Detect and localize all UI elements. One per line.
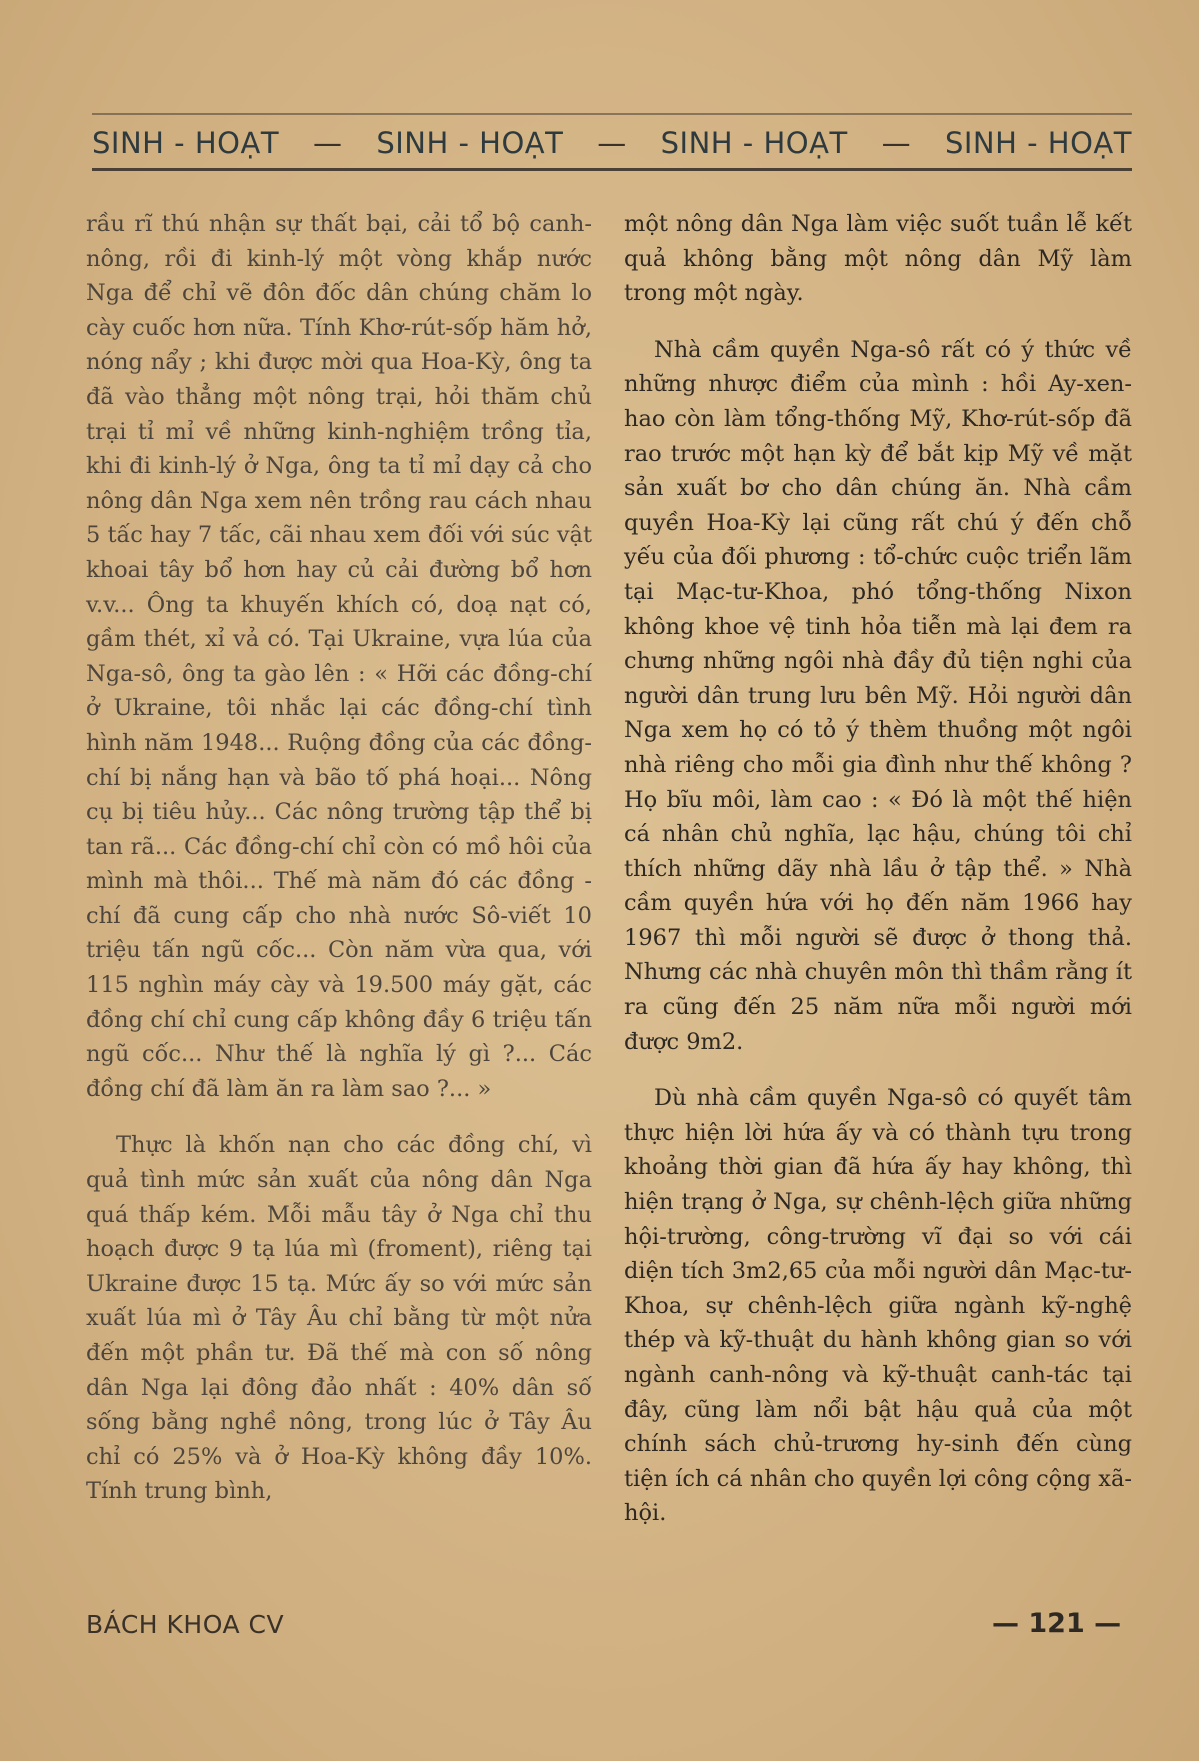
left-column (86, 207, 592, 1531)
header-top-rule (92, 113, 1132, 115)
header-section-1: SINH - HOẠT (92, 126, 280, 160)
header-section-2: SINH - HOẠT (376, 126, 564, 160)
header-separator: — (312, 126, 343, 160)
right-paragraph-3: Dù nhà cầm quyền Nga-sô có quyết tâm thực hiện lời hứa ấy và có thành tựu trong khoảng thời gian đã hứa ấy hay không, thì hiện trạng ở Nga, sự chênh-lệch giữa những hội-trường, công-trường vĩ đại so với cái diện tích 3m2,65 của mỗi người dân Mạc-tư-Khoa, sự chênh-lệch giữa ngành kỹ-nghệ thép và kỹ-thuật du hành không gian so với ngành canh-nông và kỹ-thuật canh-tác tại đây, cũng làm nổi bật hậu quả của một chính sách chủ-trương hy-sinh đến cùng tiện ích cá nhân cho quyền lợi công cộng xã-hội. (624, 1085, 1132, 1527)
left-paragraph-1: rầu rĩ thú nhận sự thất bại, cải tổ bộ canh-nông, rồi đi kinh-lý một vòng khắp nước Nga để chỉ vẽ đôn đốc dân chúng chăm lo cày cuốc hơn nữa. Tính Khơ-rút-sốp hăm hở, nóng nẩy ; khi được mời qua Hoa-Kỳ, ông ta đã vào thẳng một nông trại, hỏi thăm chủ trại tỉ mỉ về những kinh-nghiệm trồng tỉa, khi đi kinh-lý ở Nga, ông ta tỉ mỉ dạy cả cho nông dân Nga xem nên trồng rau cách nhau 5 tấc hay 7 tấc, cãi nhau xem đối với súc vật khoai tây bổ hơn hay củ cải đường bổ hơn v.v... Ông ta khuyến khích có, doạ nạt có, gầm thét, xỉ vả có. Tại Ukraine, vựa lúa của Nga-sô, ông ta gào lên : « Hỡi các đồng-chí ở Ukraine, tôi nhắc lại các đồng-chí tình hình năm 1948... Ruộng đồng của các đồng-chí bị nắng hạn và bão tố phá hoại... Nông cụ bị tiêu hủy... Các nông trường tập thể bị tan rã... Các đồng-chí chỉ còn có mồ hôi của mình mà thôi... Thế mà năm đó các đồng - chí đã cung cấp cho nhà nước Sô-viết 10 triệu tấn ngũ cốc... Còn năm vừa qua, với 115 nghìn máy cày và 19.500 máy gặt, các đồng chí chỉ cung cấp không đầy 6 triệu tấn ngũ cốc... Như thế là nghĩa lý gì ?... Các đồng chí đã làm ăn ra làm sao ?... » (86, 211, 592, 1102)
right-paragraph-2: Nhà cầm quyền Nga-sô rất có ý thức về những nhược điểm của mình : hồi Ay-xen-hao còn làm tổng-thống Mỹ, Khơ-rút-sốp đã rao trước một hạn kỳ để bắt kịp Mỹ về mặt sản xuất bơ cho dân chúng ăn. Nhà cầm quyền Hoa-Kỳ lại cũng rất chú ý đến chỗ yếu của đối phương : tổ-chức cuộc triển lãm tại Mạc-tư-Khoa, phó tổng-thống Nixon không khoe vệ tinh hỏa tiễn mà lại đem ra chưng những ngôi nhà đầy đủ tiện nghi của người dân trung lưu bên Mỹ. Hỏi người dân Nga xem họ có tỏ ý thèm thuồng một ngôi nhà riêng cho mỗi gia đình như thế không ? Họ bĩu môi, làm cao : « Đó là một thế hiện cá nhân chủ nghĩa, lạc hậu, chúng tôi chỉ thích những dãy nhà lầu ở tập thể. » Nhà cầm quyền hứa với họ đến năm 1966 hay 1967 thì mỗi người sẽ được ở thong thả. Nhưng các nhà chuyên môn thì thầm rằng ít ra cũng đến 25 năm nữa mỗi người mới được 9m2. (624, 336, 1132, 1055)
header-section-3: SINH - HOẠT (660, 126, 848, 160)
publication-name: BÁCH KHOA CV (86, 1610, 285, 1639)
header-bottom-rule (92, 168, 1132, 171)
header-separator: — (597, 126, 627, 160)
header-separator: — (881, 126, 912, 160)
header-section-4: SINH - HOẠT (944, 126, 1132, 160)
right-column (624, 207, 1132, 1553)
left-paragraph-2: Thực là khốn nạn cho các đồng chí, vì quả tình mức sản xuất của nông dân Nga quá thấp kém. Mỗi mẫu tây ở Nga chỉ thu hoạch được 9 tạ lúa mì (froment), riêng tại Ukraine được 15 tạ. Mức ấy so với mức sản xuất lúa mì ở Tây Âu chỉ bằng từ một nửa đến một phần tư. Đã thế mà con số nông dân Nga lại đông đảo nhất : 40% dân số sống bằng nghề nông, trong lúc ở Tây Âu chỉ có 25% và ở Hoa-Kỳ không đầy 10%. Tính trung bình, (86, 1132, 592, 1505)
right-paragraph-1: một nông dân Nga làm việc suốt tuần lễ kết quả không bằng một nông dân Mỹ làm trong một ngày. (624, 211, 1132, 307)
page-number: — 121 — (992, 1608, 1122, 1639)
running-header (92, 126, 1132, 160)
